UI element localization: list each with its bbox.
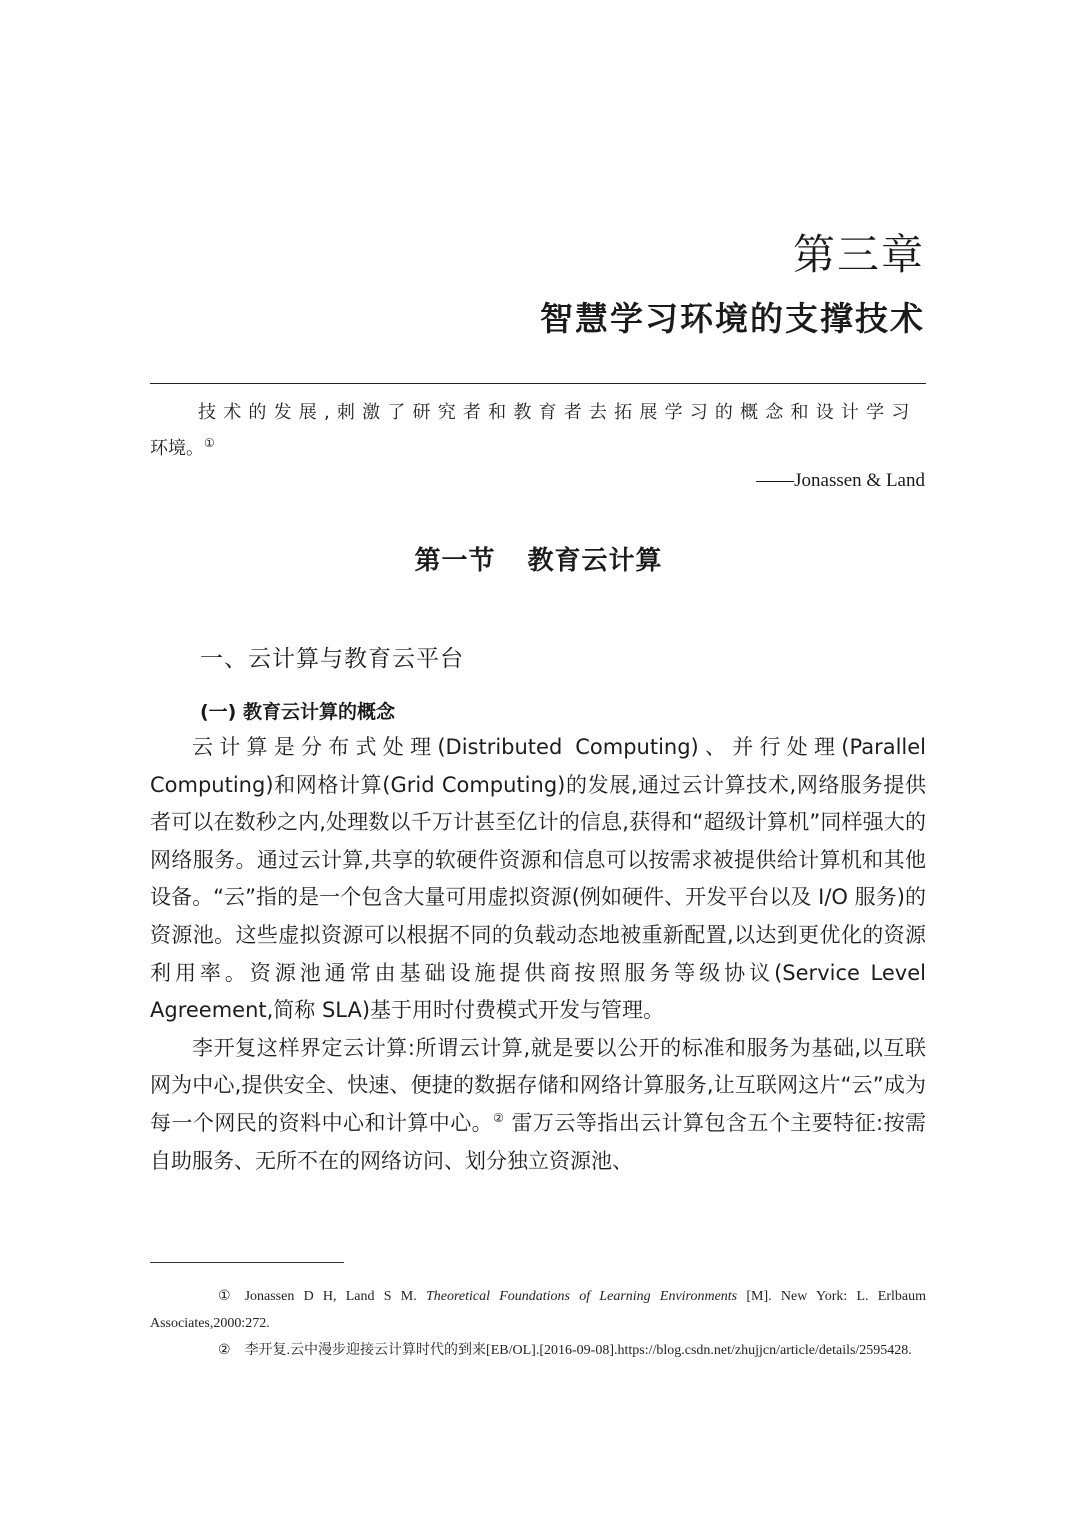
epigraph-line-2-text: 环境。 [150,438,204,459]
chapter-number: 第三章 [792,230,925,279]
paragraph-2-part-1: 李开复这样界定云计算:所谓云计算,就是要以公开的标准和服务为基础,以互联网为中心,提供安全、快速、便捷的数据存储和网络计算服务,让互联网这片“云”成为每一个网民的资料中心和计算中心。 [150,1035,926,1135]
chapter-divider [150,383,926,384]
footnote-divider [150,1262,344,1263]
body-text [150,729,926,1180]
heading-level-2: (一) 教育云计算的概念 [200,701,395,723]
heading-level-1: 一、云计算与教育云平台 [200,646,464,672]
footnote-ref-2[interactable]: ② [493,1110,505,1125]
paragraph-2-part-2: 雷万云等指出云计算包含五个主要特征:按需自助服务、无所不在的网络访问、划分独立资源池、 [150,1110,927,1173]
epigraph-attribution: ——Jonassen & Land [756,470,925,491]
footnote-1 [150,1283,926,1337]
footnote-1-number: ① [218,1289,231,1304]
section-title [0,540,1077,577]
epigraph-line-2 [150,431,926,467]
paragraph-1: 云计算是分布式处理(Distributed Computing)、并行处理(Parallel Computing)和网格计算(Grid Computing)的发展,通过云计算技术,网络服务提供者可以在数秒之内,处理数以千万计甚至亿计的信息,获得和“超级计算机”同样强大的网络服务。通过云计算,共享的软硬件资源和信息可以按需求被提供给计算机和其他设备。“云”指的是一个包含大量可用虚拟资源(例如硬件、开发平台以及 I/O 服务)的资源池。这些虚拟资源可以根据不同的负载动态地被重新配置,以达到更优化的资源利用率。资源池通常由基础设施提供商按照服务等级协议(Service Level Agreement,简称 SLA)基于用时付费模式开发与管理。 [150,735,926,1023]
chapter-title: 智慧学习环境的支撑技术 [540,299,925,338]
epigraph-line-1: 技术的发展,刺激了研究者和教育者去拓展学习的概念和设计学习 [198,402,917,423]
footnote-2 [150,1337,926,1364]
footnote-ref-1[interactable]: ① [204,436,215,450]
footnote-1-rest: [M]. New York: L. Erlbaum Associates,2000:272. [150,1289,926,1331]
footnote-2-number: ② [218,1343,231,1358]
footnote-1-authors: Jonassen D H, Land S M. [244,1289,417,1304]
footnote-1-title: Theoretical Foundations of Learning Environments [425,1289,738,1304]
paragraph-2 [150,1030,926,1180]
footnote-2-text: 李开复.云中漫步迎接云计算时代的到来[EB/OL].[2016-09-08].https://blog.csdn.net/zhujjcn/article/details/2595428. [244,1343,912,1358]
footnotes [150,1283,926,1364]
section-name: 教育云计算 [527,546,663,576]
section-number: 第一节 [414,546,496,576]
epigraph [150,395,926,467]
